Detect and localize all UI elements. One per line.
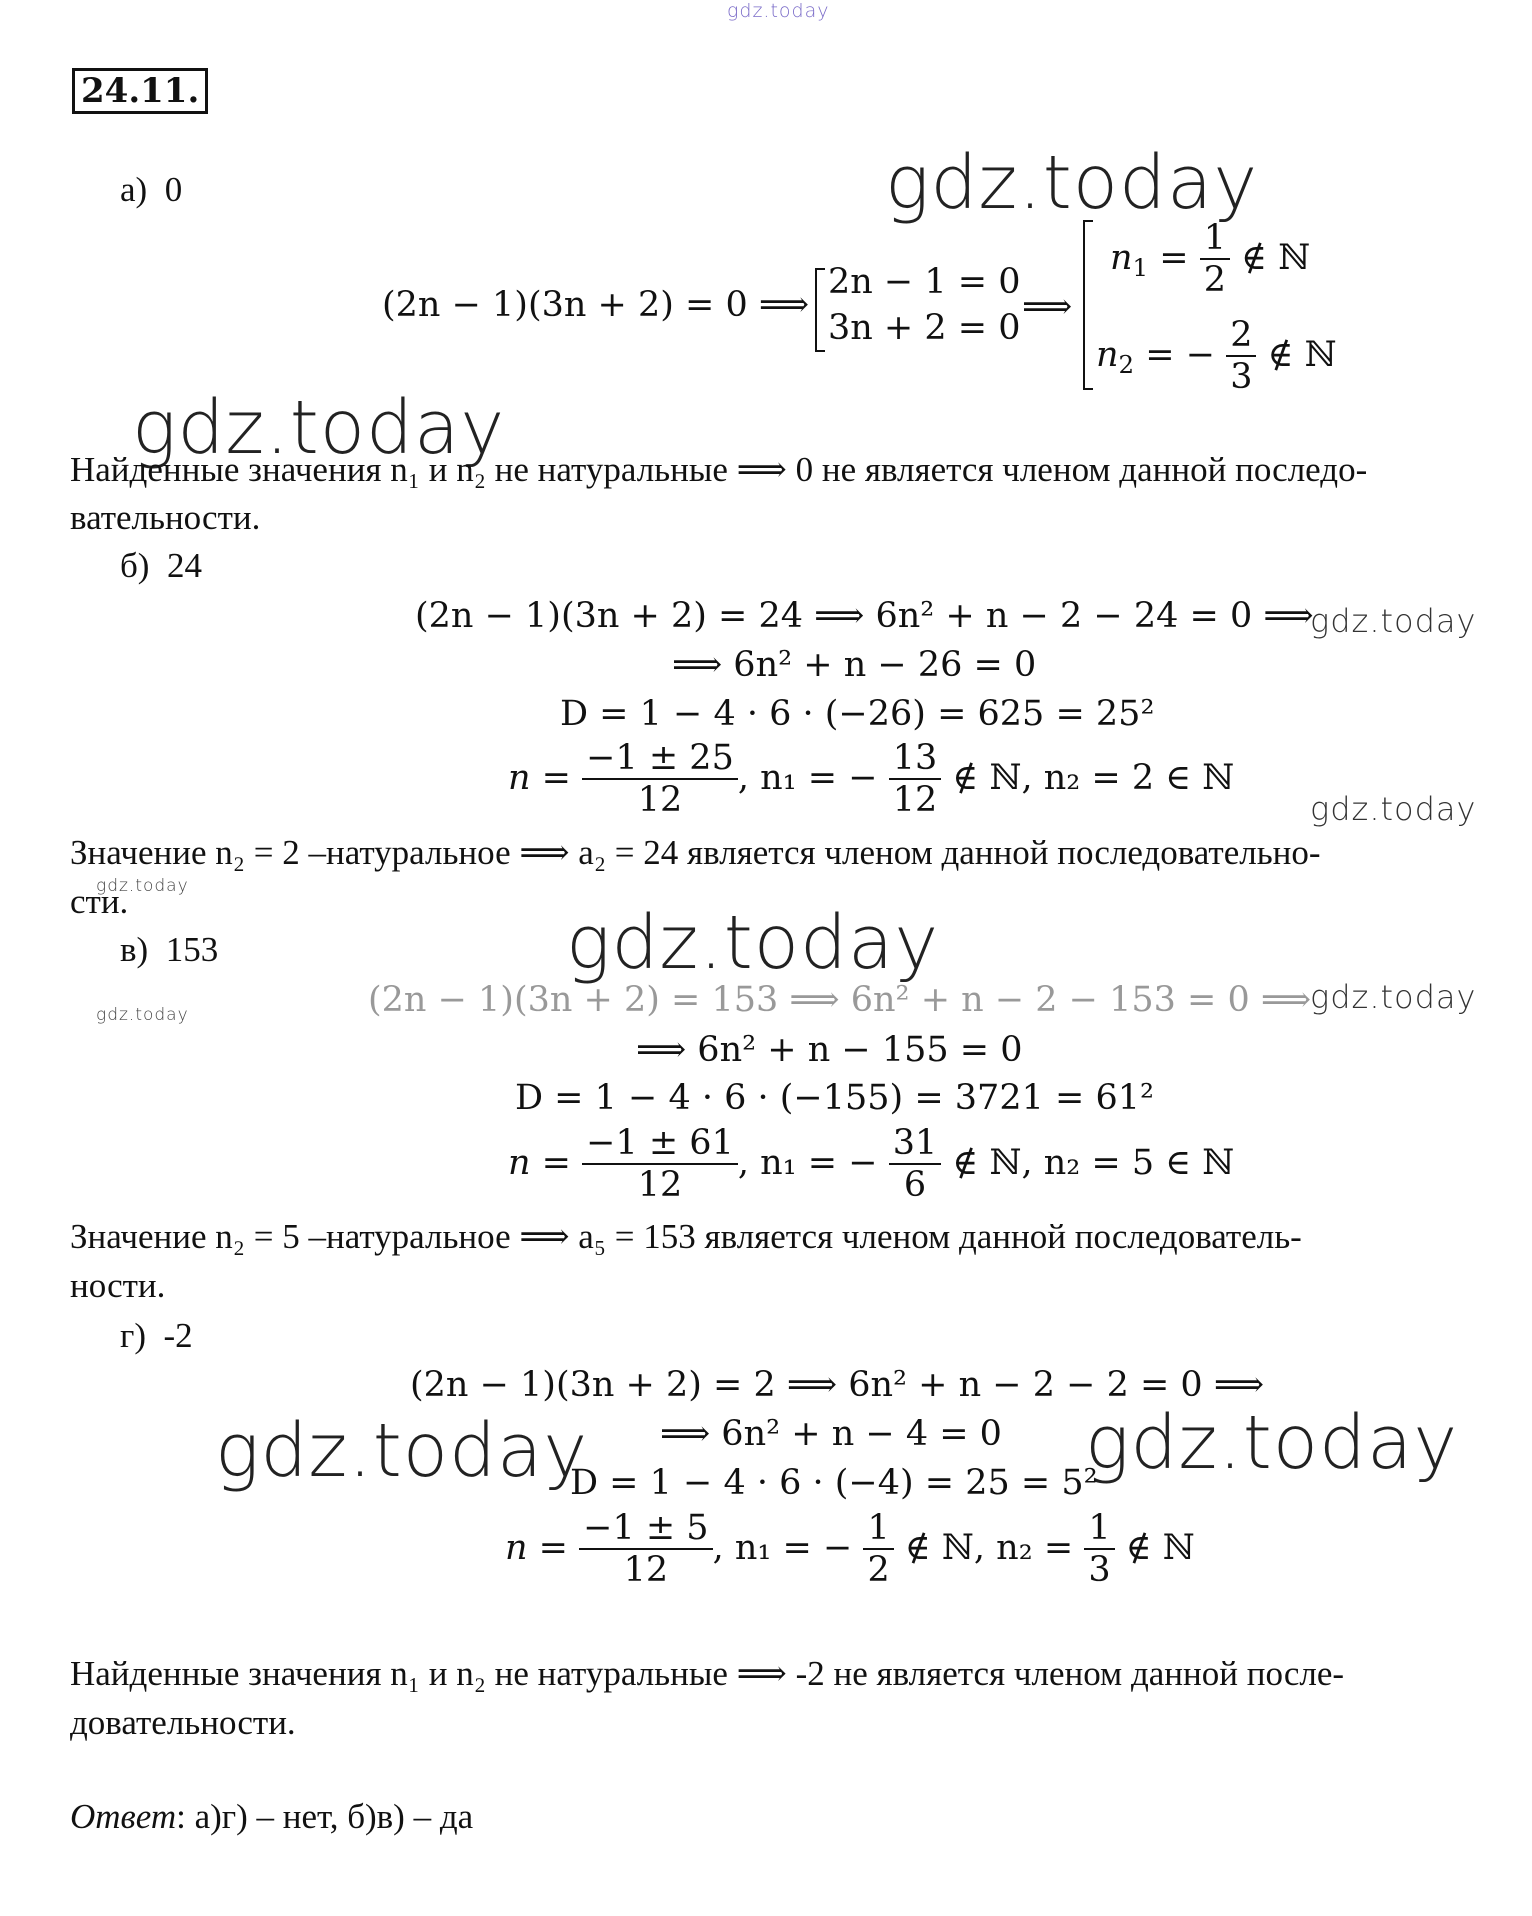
part-label: в) (120, 930, 149, 969)
roots-line (508, 738, 1234, 821)
discriminant-line: D = 1 − 4 · 6 · (−4) = 25 = 5² (570, 1463, 1098, 1503)
var-n: n (1096, 334, 1119, 375)
watermark-large: gdz.today (132, 385, 506, 471)
conclusion-line: Найденные значения n₁ и n₂ не натуральные ⟹ -2 не является членом данной после- (70, 1654, 1345, 1693)
roots-rest: ∉ ℕ (1125, 1527, 1195, 1568)
n1-prefix: , n₁ = − (737, 757, 878, 798)
part-value: 153 (165, 930, 219, 969)
numerator: 1 (863, 1508, 893, 1550)
denominator: 12 (637, 780, 683, 821)
root-1 (1110, 218, 1310, 301)
n-lhs: n = (505, 1527, 568, 1568)
numerator: 1 (1200, 218, 1230, 260)
roots-rest: ∉ ℕ, n₂ = 5 ∈ ℕ (952, 1142, 1235, 1183)
conclusion-line: Найденные значения n₁ и n₂ не натуральные ⟹ 0 не является членом данной последо- (70, 450, 1368, 489)
n-lhs: n = (508, 1142, 571, 1183)
fraction (889, 738, 942, 821)
roots-rest: ∉ ℕ, n₂ = 2 ∈ ℕ (952, 757, 1235, 798)
numerator: −1 ± 25 (582, 738, 738, 780)
part-a-heading (120, 170, 182, 210)
watermark-large: gdz.today (215, 1408, 589, 1494)
part-d-heading (120, 1316, 193, 1356)
conclusion-line: Значение n₂ = 2 –натуральное ⟹ a₂ = 24 является членом данной последовательно- (70, 833, 1321, 872)
conclusion-line: ности. (70, 1266, 166, 1305)
denominator: 12 (623, 1550, 669, 1591)
part-b-heading (120, 546, 202, 586)
numerator: 2 (1226, 315, 1256, 357)
system-bracket (815, 268, 825, 352)
numerator: 13 (889, 738, 942, 780)
system-eq-2: 3n + 2 = 0 (828, 308, 1021, 348)
denominator: 3 (1088, 1550, 1111, 1591)
equals: = − (1145, 334, 1216, 375)
conclusion-line: сти. (70, 882, 129, 921)
implies-arrow: ⟹ (1022, 287, 1073, 327)
denominator: 6 (903, 1165, 927, 1206)
fraction (889, 1123, 942, 1206)
discriminant-line: D = 1 − 4 · 6 · (−155) = 3721 = 61² (515, 1078, 1155, 1118)
equation-line: ⟹ 6n² + n − 26 = 0 (672, 645, 1037, 685)
watermark-large: gdz.today (885, 140, 1259, 226)
denominator: 2 (1203, 260, 1227, 301)
fraction (1084, 1508, 1114, 1591)
watermark-tiny: gdz.today (96, 1005, 189, 1025)
watermark-tiny: gdz.today (96, 876, 189, 896)
subscript: 1 (1132, 253, 1149, 283)
equation-line: (2n − 1)(3n + 2) = 2 ⟹ 6n² + n − 2 − 2 = 0 ⟹ (410, 1365, 1264, 1405)
denominator: 2 (867, 1550, 890, 1591)
part-label: г) (120, 1316, 147, 1355)
set-relation: ∉ ℕ (1241, 237, 1311, 278)
denominator: 12 (637, 1165, 683, 1206)
n1-prefix: , n₁ = − (737, 1142, 878, 1183)
watermark-small: gdz.today (1310, 602, 1477, 640)
watermark-top: gdz.today (727, 0, 830, 22)
roots-line (508, 1123, 1234, 1206)
discriminant-line: D = 1 − 4 · 6 · (−26) = 625 = 25² (560, 694, 1155, 734)
fraction (1200, 218, 1230, 301)
set-relation: ∉ ℕ (1267, 334, 1337, 375)
problem-number: 24.11. (72, 68, 208, 114)
answer-text: : а)г) – нет, б)в) – да (176, 1797, 474, 1836)
conclusion-line: Значение n₂ = 5 –натуральное ⟹ a₅ = 153 является членом данной последователь- (70, 1217, 1302, 1256)
numerator: 31 (889, 1123, 942, 1165)
part-label: а) (120, 170, 148, 209)
equation-line: ⟹ 6n² + n − 4 = 0 (660, 1414, 1002, 1454)
n-lhs: n = (508, 757, 571, 798)
denominator: 12 (892, 780, 938, 821)
part-value: 24 (166, 546, 202, 585)
answer-label: Ответ (70, 1797, 177, 1836)
system-eq-1: 2n − 1 = 0 (828, 262, 1021, 302)
fraction (1226, 315, 1256, 398)
watermark-small: gdz.today (1310, 978, 1477, 1016)
part-value: -2 (163, 1316, 193, 1355)
part-c-heading (120, 930, 218, 970)
fraction (582, 1123, 738, 1206)
watermark-large: gdz.today (566, 900, 940, 986)
equation-line: ⟹ 6n² + n − 155 = 0 (636, 1030, 1023, 1070)
answer-line (70, 1797, 473, 1837)
numerator: −1 ± 5 (579, 1508, 712, 1550)
watermark-large: gdz.today (1085, 1400, 1459, 1486)
subscript: 2 (1118, 350, 1135, 380)
roots-line (505, 1508, 1195, 1591)
root-2 (1096, 315, 1337, 398)
part-label: б) (120, 546, 150, 585)
equals: = (1159, 237, 1189, 278)
var-n: n (1110, 237, 1133, 278)
numerator: 1 (1084, 1508, 1114, 1550)
equation-line: (2n − 1)(3n + 2) = 24 ⟹ 6n² + n − 2 − 24 = 0 ⟹ (415, 596, 1314, 636)
fraction (579, 1508, 712, 1591)
n1-prefix: , n₁ = − (712, 1527, 853, 1568)
part-a-equation: (2n − 1)(3n + 2) = 0 ⟹ (382, 285, 810, 325)
conclusion-line: довательности. (70, 1703, 296, 1742)
denominator: 3 (1230, 357, 1253, 398)
part-value: 0 (164, 170, 183, 209)
fraction (582, 738, 738, 821)
fraction (863, 1508, 893, 1591)
equation-line: (2n − 1)(3n + 2) = 153 ⟹ 6n² + n − 2 − 153 = 0 ⟹ (368, 980, 1312, 1020)
n2-prefix: ∉ ℕ, n₂ = (904, 1527, 1074, 1568)
numerator: −1 ± 61 (582, 1123, 738, 1165)
watermark-small: gdz.today (1310, 790, 1477, 828)
roots-bracket (1083, 220, 1093, 390)
conclusion-line: вательности. (70, 498, 261, 537)
